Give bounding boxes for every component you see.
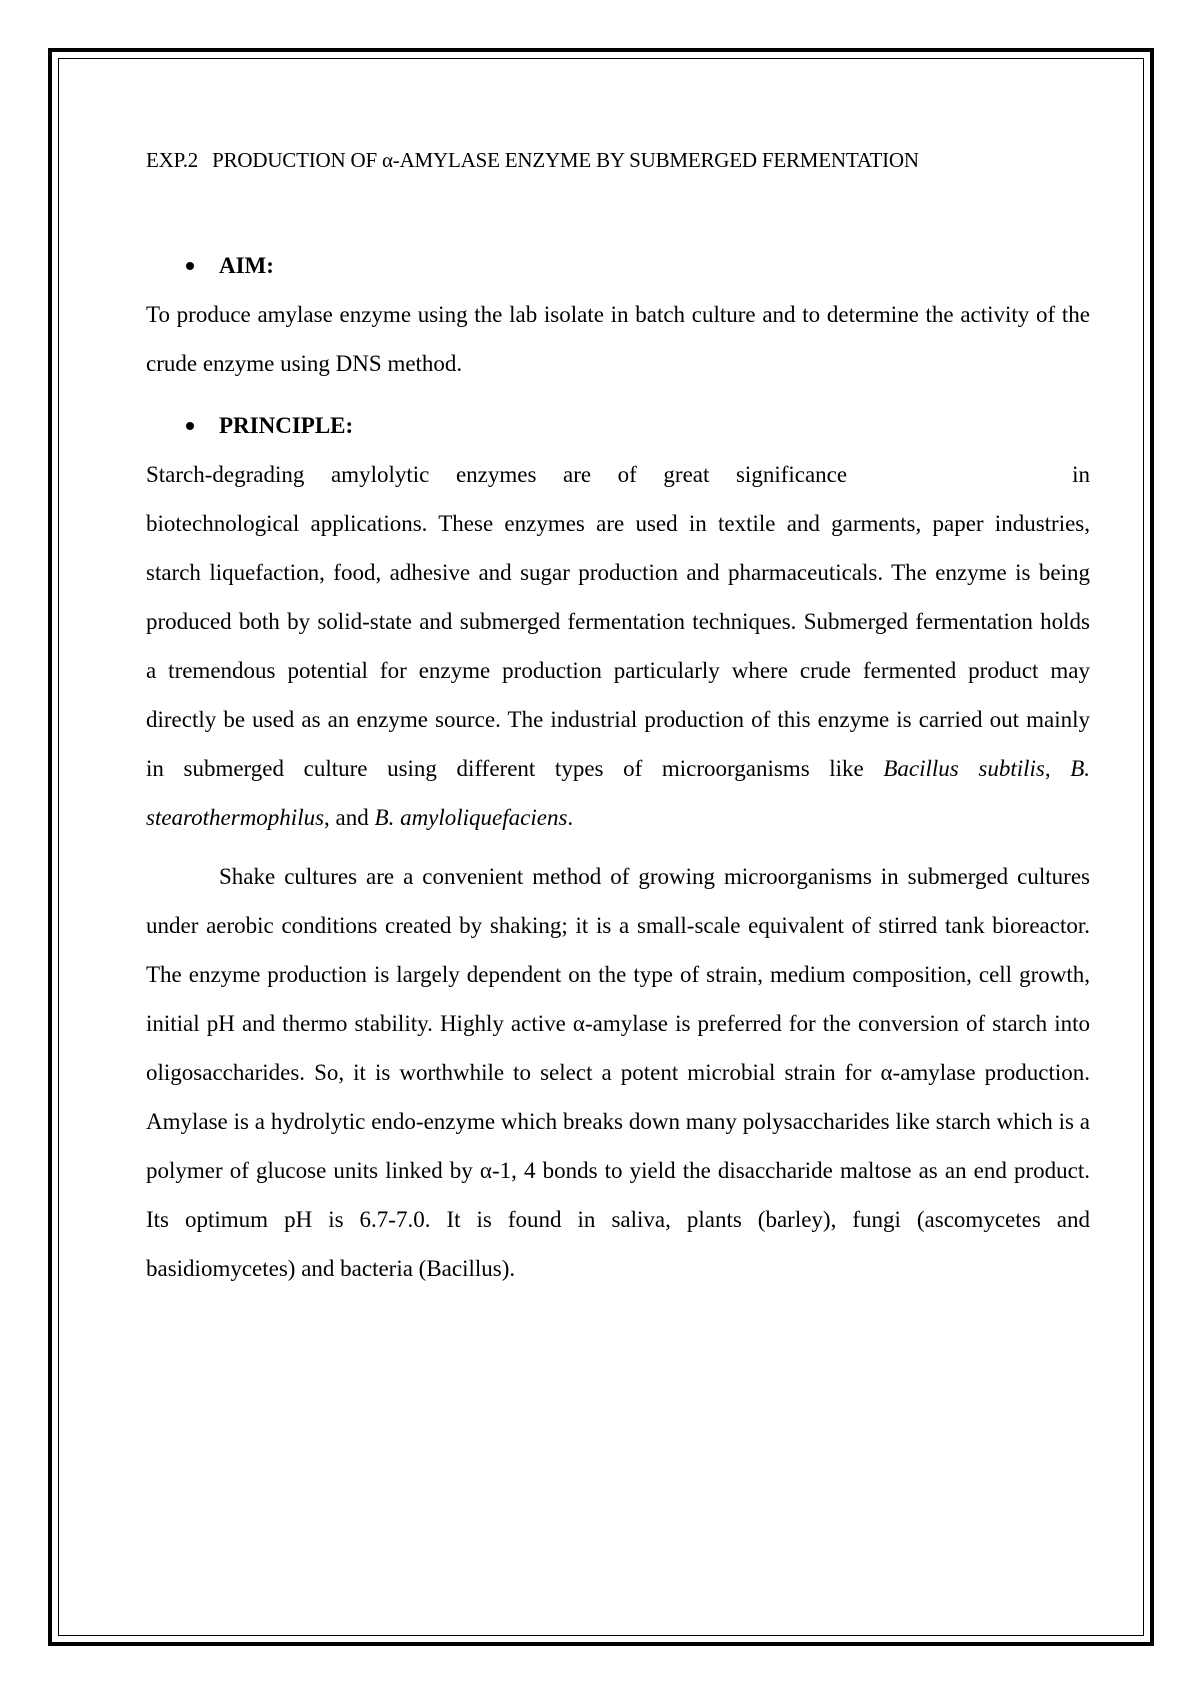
experiment-title [146,140,1090,180]
principle-heading [146,404,1090,448]
bullet-icon [186,262,194,270]
punctuation: . [567,805,574,830]
species-b-stearothermophilus: B. stearothermophilus [146,756,1091,830]
aim-heading-label: AIM: [219,253,274,278]
aim-paragraph: To produce amylase enzyme using the lab isolate in batch culture and to determine the activity of the crude enzyme using DNS method. [146,302,1090,376]
species-b-amyloliquefaciens: B. amyloliquefaciens [374,805,568,830]
conjunction: , and [324,805,369,830]
principle-p1-in: in [1072,462,1090,487]
principle-paragraph-2: Shake cultures are a convenient method of growing microorganisms in submerged cultures under aerobic conditions created by shaking; it is a small-scale equivalent of stirred tank bioreactor. The enzyme production is largely dependent on the type of strain, medium composition, cell growth, initial pH and thermo stability. Highly active α-amylase is preferred for the conversion of starch into oligosaccharides. So, it is worthwhile to select a potent microbial strain for α-amylase production. Amylase is a hydrolytic endo-enzyme which breaks down many polysaccharides like starch which is a polymer of glucose units linked by α-1, 4 bonds to yield the disaccharide maltose as an end product. Its optimum pH is 6.7-7.0. It is found in saliva, plants (barley), fungi (ascomycetes and basidiomycetes) and bacteria (Bacillus). [146,864,1090,1281]
experiment-title-text: PRODUCTION OF α-AMYLASE ENZYME BY SUBMERGED FERMENTATION [212,148,919,172]
species-bacillus-subtilis: Bacillus subtilis [883,756,1045,781]
bullet-icon [186,422,194,430]
experiment-number: EXP.2 [146,148,199,172]
aim-heading [146,244,1090,288]
principle-p1-start: Starch-degrading amylolytic enzymes are of great significance [146,462,848,487]
document-content [146,140,1090,1293]
principle-paragraph-1 [146,450,1090,842]
punctuation: , [1044,756,1051,781]
principle-heading-label: PRINCIPLE: [219,413,354,438]
principle-p1-body: biotechnological applications. These enzymes are used in textile and garments, paper industries, starch liquefaction, food, adhesive and sugar production and pharmaceuticals. The enzyme is being produced both by solid-state and submerged fermentation techniques. Submerged fermentation holds a tremendous potential for enzyme production particularly where crude fermented product may directly be used as an enzyme source. The industrial production of this enzyme is carried out mainly in submerged culture using different types of microorganisms like [146,511,1090,781]
